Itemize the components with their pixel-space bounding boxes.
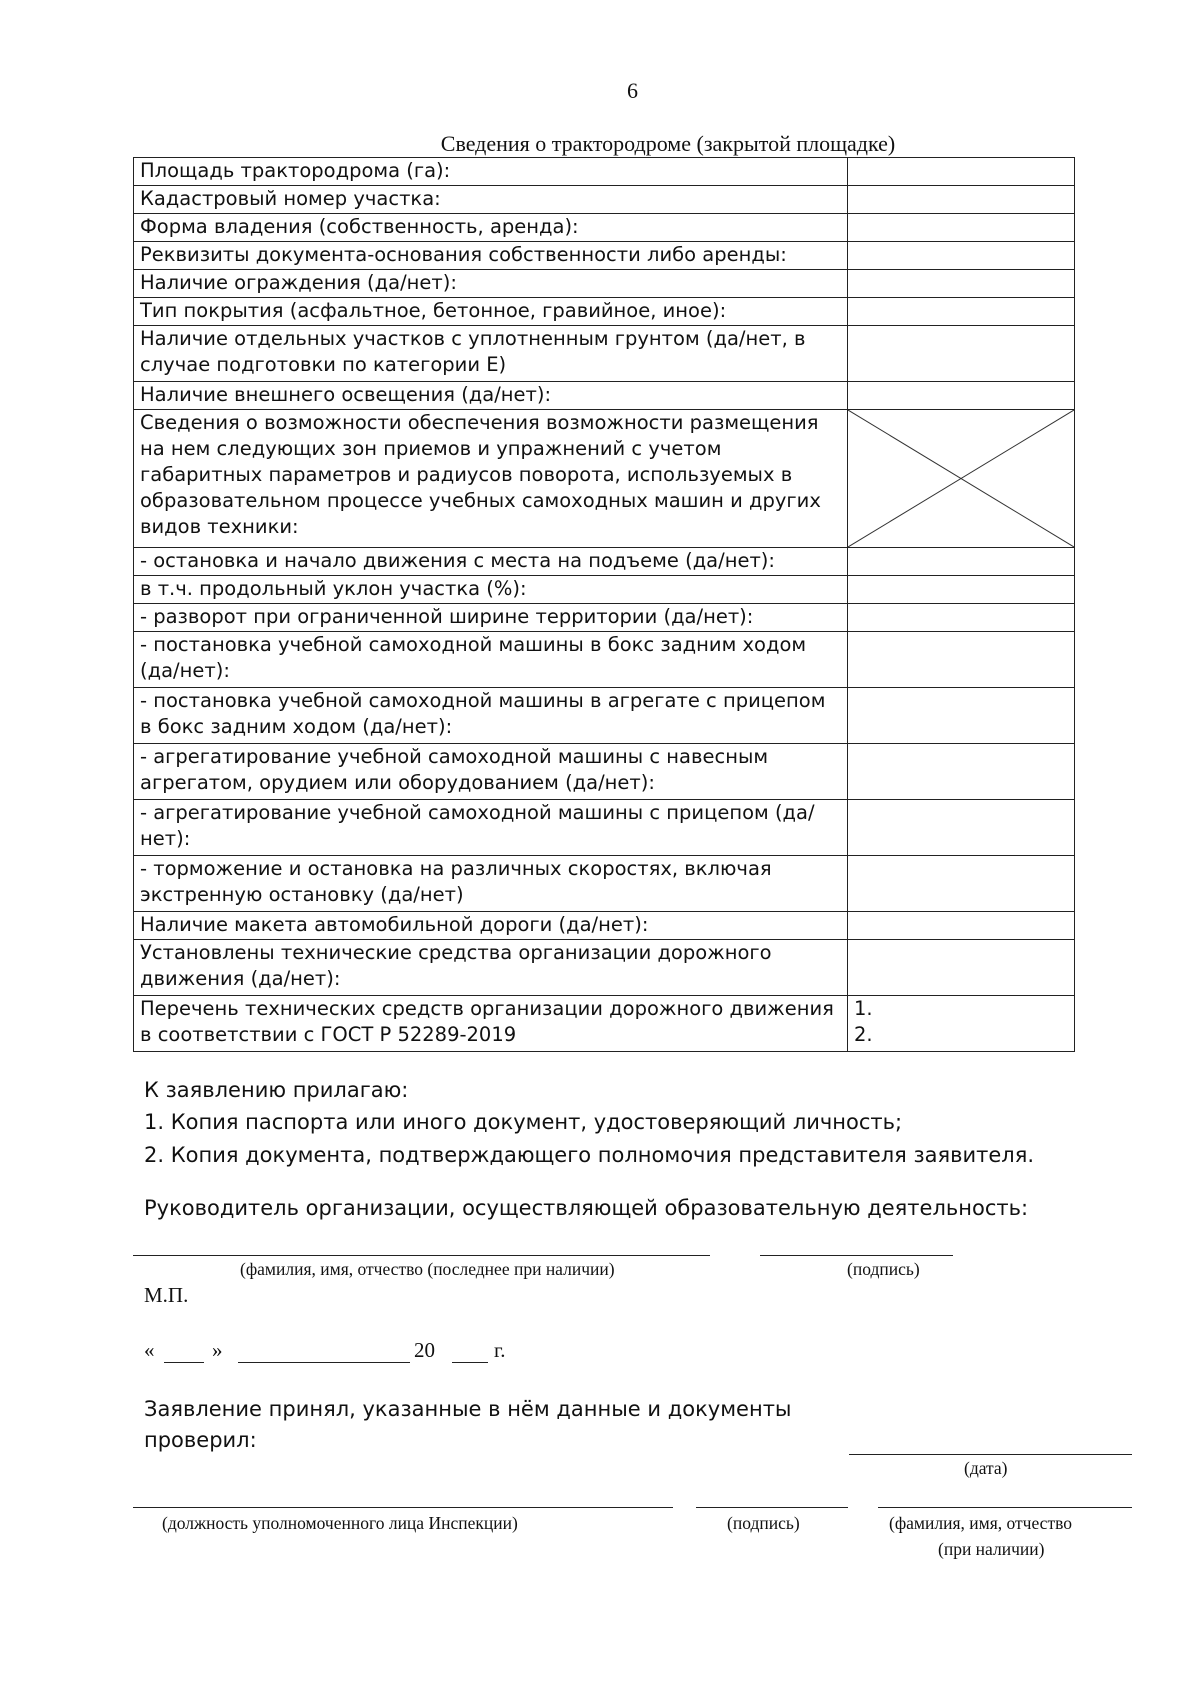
table-row [134, 856, 1075, 912]
answer-cell[interactable] [848, 326, 1075, 382]
row-label: Перечень технических средств организации дорожного движения в соответствии с ГОСТ Р 52289-2019 [134, 996, 848, 1052]
fio-caption: (фамилия, имя, отчество (последнее при наличии) [240, 1259, 615, 1279]
row-label: Наличие отдельных участков с уплотненным грунтом (да/нет, в случае подготовки по категории E) [134, 326, 848, 382]
answer-cell[interactable] [848, 298, 1075, 326]
answer-cell[interactable] [848, 214, 1075, 242]
inspector-position-line[interactable] [133, 1507, 673, 1508]
table-row [134, 382, 1075, 410]
table-row [134, 940, 1075, 996]
date-year-suffix: г. [494, 1338, 506, 1362]
date-close-quote: » [212, 1338, 223, 1362]
date-month-field[interactable] [238, 1362, 410, 1363]
answer-cell[interactable] [848, 688, 1075, 744]
inspector-fio-caption-cont: (при наличии) [938, 1539, 1045, 1559]
answer-cell[interactable] [848, 604, 1075, 632]
date-century: 20 [414, 1338, 435, 1362]
answer-cell[interactable] [848, 912, 1075, 940]
page-number: 6 [627, 78, 638, 103]
date-open-quote: « [144, 1338, 155, 1362]
answer-cell[interactable] [848, 632, 1075, 688]
attachments-title: К заявлению прилагаю: [144, 1078, 409, 1102]
table-row [134, 744, 1075, 800]
row-label: Кадастровый номер участка: [134, 186, 848, 214]
crossed-out-cell [848, 410, 1075, 548]
table-row [134, 548, 1075, 576]
inspector-signature-caption: (подпись) [727, 1513, 800, 1533]
row-label: Наличие макета автомобильной дороги (да/нет): [134, 912, 848, 940]
acceptance-text: Заявление принял, указанные в нём данные и документы проверил: [144, 1397, 792, 1452]
date-year-field[interactable] [452, 1362, 488, 1363]
row-label: Площадь трактородрома (га): [134, 158, 848, 186]
row-label: Тип покрытия (асфальтное, бетонное, гравийное, иное): [134, 298, 848, 326]
inspector-fio-line[interactable] [878, 1507, 1132, 1508]
table-row [134, 214, 1075, 242]
answer-cell[interactable] [848, 270, 1075, 298]
cross-out-icon [848, 410, 1074, 547]
table-row [134, 270, 1075, 298]
row-label: в т.ч. продольный уклон участка (%): [134, 576, 848, 604]
table-row [134, 912, 1075, 940]
table-row [134, 800, 1075, 856]
table-row [134, 158, 1075, 186]
row-label: - разворот при ограниченной ширине территории (да/нет): [134, 604, 848, 632]
table-row [134, 298, 1075, 326]
answer-cell[interactable] [848, 242, 1075, 270]
answer-cell[interactable] [848, 800, 1075, 856]
table-row [134, 242, 1075, 270]
attachment-item: 2. Копия документа, подтверждающего полномочия представителя заявителя. [144, 1143, 1035, 1167]
tractordrome-info-table [133, 157, 1075, 1052]
head-title: Руководитель организации, осуществляющей образовательную деятельность: [144, 1196, 1029, 1220]
answer-cell[interactable] [848, 996, 1075, 1052]
list-item-number: 2. [854, 1023, 873, 1046]
table-row [134, 688, 1075, 744]
table-title: Сведения о трактородроме (закрытой площадке) [440, 131, 896, 156]
table-row [134, 410, 1075, 548]
acceptance-date-line[interactable] [849, 1454, 1132, 1455]
row-label: - агрегатирование учебной самоходной машины с прицепом (да/нет): [134, 800, 848, 856]
answer-cell[interactable] [848, 576, 1075, 604]
row-label: - постановка учебной самоходной машины в бокс задним ходом (да/нет): [134, 632, 848, 688]
row-label: Реквизиты документа-основания собственности либо аренды: [134, 242, 848, 270]
date-caption: (дата) [964, 1458, 1008, 1478]
list-item-number: 1. [854, 997, 873, 1020]
table-row [134, 632, 1075, 688]
row-label: - торможение и остановка на различных скоростях, включая экстренную остановку (да/нет) [134, 856, 848, 912]
row-label: Форма владения (собственность, аренда): [134, 214, 848, 242]
row-label: Наличие внешнего освещения (да/нет): [134, 382, 848, 410]
table-row [134, 604, 1075, 632]
signature-line[interactable] [760, 1255, 953, 1256]
table-row [134, 576, 1075, 604]
position-caption: (должность уполномоченного лица Инспекции) [162, 1513, 518, 1533]
table-row [134, 186, 1075, 214]
answer-cell[interactable] [848, 382, 1075, 410]
row-label: - постановка учебной самоходной машины в агрегате с прицепом в бокс задним ходом (да/нет): [134, 688, 848, 744]
inspector-fio-caption: (фамилия, имя, отчество [889, 1513, 1072, 1533]
answer-cell[interactable] [848, 940, 1075, 996]
inspector-signature-line[interactable] [696, 1507, 848, 1508]
table-row [134, 326, 1075, 382]
answer-cell[interactable] [848, 856, 1075, 912]
answer-cell[interactable] [848, 548, 1075, 576]
answer-cell[interactable] [848, 744, 1075, 800]
signature-caption: (подпись) [847, 1259, 920, 1279]
date-day-field[interactable] [164, 1362, 204, 1363]
row-label: Установлены технические средства организации дорожного движения (да/нет): [134, 940, 848, 996]
fio-signature-line[interactable] [133, 1255, 710, 1256]
row-label: - агрегатирование учебной самоходной машины с навесным агрегатом, орудием или оборудованием (да/нет): [134, 744, 848, 800]
row-label: Наличие ограждения (да/нет): [134, 270, 848, 298]
attachment-item: 1. Копия паспорта или иного документ, удостоверяющий личность; [144, 1110, 903, 1134]
row-label: Сведения о возможности обеспечения возможности размещения на нем следующих зон приемов и упражнений с учетом габаритных параметров и радиусов поворота, используемых в образовательном процессе учебных самоходных машин и других видов техники: [134, 410, 848, 548]
stamp-place: М.П. [144, 1283, 189, 1307]
answer-cell[interactable] [848, 158, 1075, 186]
table-row [134, 996, 1075, 1052]
row-label: - остановка и начало движения с места на подъеме (да/нет): [134, 548, 848, 576]
answer-cell[interactable] [848, 186, 1075, 214]
